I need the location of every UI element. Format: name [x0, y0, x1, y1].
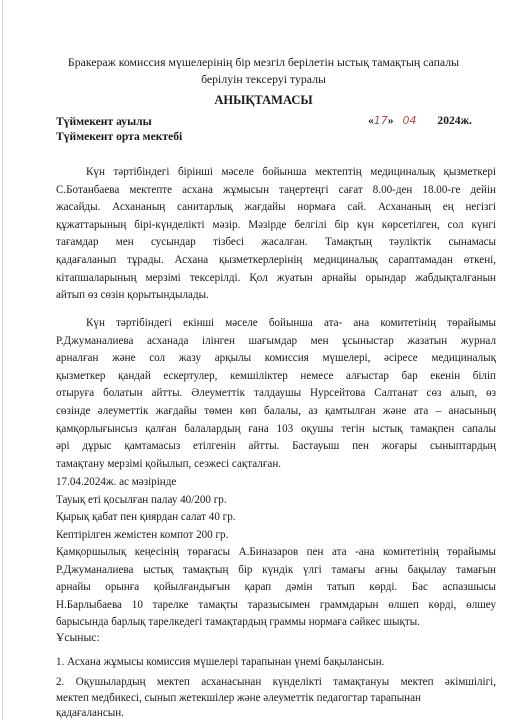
- menu-item: Тауық еті қосылған палау 40/200 гр.: [56, 493, 227, 506]
- paragraph-line: тағамдар мен сусындар тізбесі жасалған. Тамақтың тәуліктік сынамасы: [56, 236, 496, 249]
- date-year: 2024ж.: [437, 114, 472, 127]
- paragraph-line: қызметкер қандай ескертулер, кемшіліктер немесе алғыстар бар екенін біліп: [56, 369, 496, 382]
- paragraph-line: Р.Джуманалиева асханада ілінген шағымдар мен ұсыныстар жазатын журнал: [56, 334, 496, 347]
- paragraph-line: жасайды. Асхананың санитарлық жағдайы нормаға сай. Асхананың ең негізгі: [56, 201, 496, 214]
- paragraph-line: барысында барлық тарелкедегі тамақтардың граммы нормаға сәйкес шықты.: [56, 616, 420, 629]
- paragraph-line: Н.Барлыбаева 10 тарелке тамақты таразысымен граммдарын өлшеп көрді, өлшеу: [56, 598, 496, 611]
- paragraph-line: Р.Джуманалиева ыстық тамақтың бір күндік үлгі тамағы ағны бақылау тамағын: [56, 563, 496, 576]
- paragraph-line: құжаттарының бірі-күнделікті мәзір. Мәзірде белгілі бір күн көрсетілген, сол күнгі: [56, 218, 496, 231]
- paragraph-line: қадағаланып тұрады. Асхана қызметкерлерінің медициналық сараптамадан өткені,: [56, 253, 496, 266]
- date-month-handwritten: 04: [402, 114, 417, 127]
- date-day-handwritten: 17: [373, 114, 388, 127]
- header-line-1: Бракераж комиссия мүшелерінің бір мезгіл берілетін ыстық тамақтың сапалы: [67, 55, 460, 69]
- scan-edge-line: [2, 0, 3, 720]
- date-quote-open: «: [368, 114, 374, 127]
- proposal-line: мектеп медбикесі, сынып жетекшілер және әлеуметтік педагогтар тарапынан: [56, 691, 421, 704]
- date-line: [368, 114, 472, 127]
- paragraph-line: арнайы орынға қойылғандығын қарап дәмін татып көрді. Бас аспазшысы: [56, 581, 496, 594]
- paragraph-line: арналған және сол жазу арқылы комиссия мүшелері, әсіресе медициналық: [56, 352, 496, 365]
- paragraph-line: кітапшаларының мерзімі тексерілді. Қол жуатын арнайы орындар жабдықталғанын: [56, 271, 496, 284]
- menu-item: Қырық қабат пен қиярдан салат 40 гр.: [56, 511, 236, 524]
- paragraph-line: тамақтану мерзімі қойылып, сеэжесі сақталған.: [56, 457, 282, 470]
- village-name: Түймекент ауылы: [56, 115, 152, 128]
- paragraph-3: [56, 544, 496, 632]
- date-quote-close: »: [387, 114, 394, 127]
- document-title: АНЫҚТАМАСЫ: [214, 93, 313, 107]
- menu-block: [56, 474, 496, 544]
- paragraph-line: С.Ботанбаева мектепте асхана жұмысын таңертеңгі сағат 8.00-ден 18.00-ге дейін: [56, 183, 496, 196]
- paragraph-line: отыруға болатын айтты. Әлеуметтік талдаушы Нурсейтова Салтанат сөз алып, өз: [56, 387, 496, 400]
- proposal-item-1: 1. Асхана жұмысы комиссия мүшелері тарапынан үнемі бақылансын.: [56, 656, 385, 668]
- paragraph-line: сөзінде әлеуметтік жағдайы төмен көп балалы, аз қамтылған және ата – анасының: [56, 404, 496, 417]
- paragraph-1: [56, 164, 496, 305]
- proposal-line: қадағалансын.: [56, 707, 124, 719]
- paragraph-line: Қамқоршылық кеңесінің төрағасы А.Биназаров пен ата -ана комитетінің төрайымы: [56, 546, 496, 558]
- paragraph-line: Күн тәртібіндегі екінші мәселе бойынша ата- ана комитетінің төрайымы: [86, 317, 496, 329]
- proposal-item-2: [56, 675, 496, 722]
- paragraph-line: айтып өз сөзін қорытындылады.: [56, 289, 209, 302]
- paragraph-line: әрі дұрыс қамтамасыз етілгенін айтты. Бастауыш пен жоғары сыныптардың: [56, 440, 496, 453]
- header-line-2: берілуін тексеруі туралы: [201, 72, 326, 86]
- proposal-line: 2. Оқушылардың мектеп асханасынан күнделікті тамақтануы мектеп әкімшілігі,: [56, 676, 496, 688]
- paragraph-line: Күн тәртібіндегі бірінші мәселе бойынша мектептің медициналық қызметкері: [86, 166, 496, 178]
- school-name: Түймекент орта мектебі: [56, 130, 183, 143]
- menu-date-line: 17.04.2024ж. ас мәзірінде: [56, 476, 177, 488]
- paragraph-2: [56, 315, 496, 473]
- paragraph-line: қамқорлығынсыз қалған балалардың ғана 103 оқушы тегін ыстық тамақпен сапалы: [56, 422, 496, 435]
- proposals-heading: Ұсыныс:: [56, 631, 100, 644]
- menu-item: Кептірілген жемістен компот 200 гр.: [56, 528, 229, 541]
